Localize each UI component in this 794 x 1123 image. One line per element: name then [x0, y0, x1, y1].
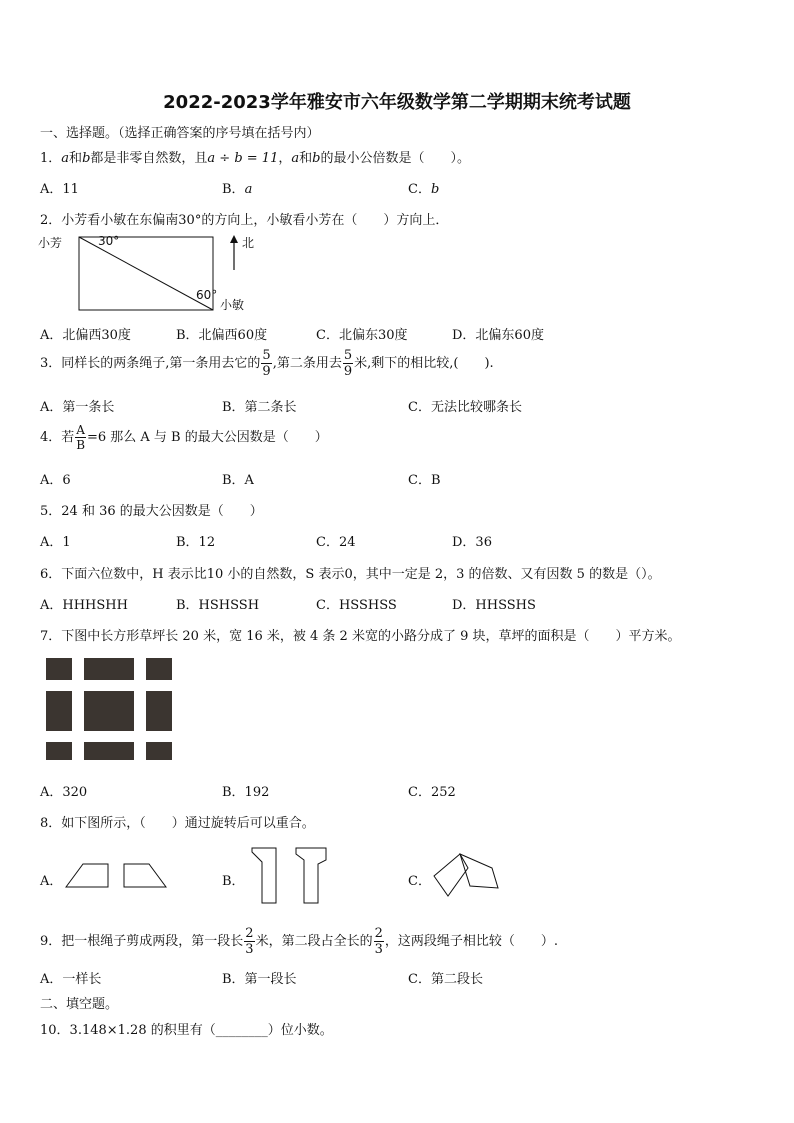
q1-option-b	[222, 178, 252, 197]
q8-option-c: C．	[408, 874, 431, 889]
q2-option-d: D．北偏东60度	[452, 328, 544, 343]
q4-option-b: B．A	[222, 473, 254, 488]
q9-option-b: B．第一段长	[222, 972, 297, 987]
q4-option-c: C．B	[408, 473, 441, 488]
question-5: 5．24 和 36 的最大公因数是（ ）	[40, 504, 263, 519]
path-horizontal-1	[46, 680, 172, 691]
fraction-numerator: 2	[374, 926, 383, 941]
q1-text-5: 的最小公倍数是（ ）。	[320, 151, 470, 166]
question-9	[40, 927, 558, 956]
q5-option-c: C．24	[316, 535, 356, 550]
q2-option-c: C．北偏东30度	[316, 328, 408, 343]
q8-shapes-a-svg	[62, 860, 182, 892]
fraction-numerator: 5	[262, 348, 271, 363]
path-vertical-1	[72, 658, 84, 760]
q5-option-d: D．36	[452, 535, 492, 550]
q6-option-a: A．HHHSHH	[40, 598, 128, 613]
fraction-numerator: 5	[343, 348, 353, 363]
q2-option-a: A．北偏西30度	[40, 328, 131, 343]
fraction-denominator: 3	[374, 942, 383, 957]
q8-option-a: A．	[40, 874, 63, 889]
q3-text-2: ,第二条用去	[272, 356, 342, 371]
question-1	[40, 147, 470, 166]
fraction-a-over-b	[75, 424, 86, 451]
q1-text-3: ，	[278, 151, 292, 166]
north-label: 北	[242, 236, 255, 250]
q8-shapes-b-svg	[246, 846, 336, 906]
lawn-diagram	[46, 658, 172, 760]
var-a-2: a	[291, 151, 300, 166]
question-2: 2．小芳看小敏在东偏南30°的方向上，小敏看小芳在（ ）方向上．	[40, 213, 449, 228]
q2-direction-diagram	[36, 232, 276, 320]
label-xiaomin: 小敏	[220, 298, 245, 312]
q9-text-2: 米，第二段占全长的	[255, 934, 373, 949]
q9-text-1: 9．把一根绳子剪成两段，第一段长	[40, 934, 244, 949]
q4-text-1: 4．若	[40, 430, 75, 445]
fraction-5-9-meters	[343, 349, 353, 378]
path-horizontal-2	[46, 731, 172, 742]
fraction-denominator: 9	[343, 364, 353, 379]
quad-left	[434, 854, 468, 896]
section-heading-choice: 一、选择题。（选择正确答案的序号填在括号内）	[40, 126, 320, 141]
q4-option-a: A．6	[40, 473, 71, 488]
north-arrow-icon	[230, 235, 238, 243]
fraction-numerator: A	[76, 423, 85, 437]
l-shape-left	[252, 848, 276, 903]
trapezoid-right	[124, 864, 166, 887]
question-6: 6．下面六位数中，H 表示比10 小的自然数，S 表示0，其中一定是 2，3 的倍数、又有因数 5 的数是（）。	[40, 567, 661, 582]
question-7: 7．下图中长方形草坪长 20 米，宽 16 米，被 4 条 2 米宽的小路分成了 9 块，草坪的面积是（ ）平方米。	[40, 629, 681, 644]
q1-expression: a ÷ b = 11	[207, 151, 279, 166]
q1-option-c-label: C．	[408, 182, 431, 197]
q3-option-c: C．无法比较哪条长	[408, 400, 522, 415]
question-8: 8．如下图所示，（ ）通过旋转后可以重合。	[40, 816, 315, 831]
q7-option-c: C．252	[408, 785, 456, 800]
q1-option-c	[408, 178, 439, 197]
q3-option-a: A．第一条长	[40, 400, 115, 415]
q9-text-3: ，这两段绳子相比较（ ）.	[384, 934, 558, 949]
q8-shapes-c-svg	[430, 848, 510, 900]
q8-option-b: B．	[222, 874, 245, 889]
fraction-2-3-meters	[244, 927, 254, 956]
q5-option-b: B．12	[176, 535, 216, 550]
question-3	[40, 349, 494, 378]
q9-option-c: C．第二段长	[408, 972, 483, 987]
label-xiaofang: 小芳	[38, 236, 63, 250]
q1-text-4: 和	[299, 151, 313, 166]
q7-option-b: B．192	[222, 785, 270, 800]
l-shape-right	[296, 848, 326, 903]
q1-text-2: 都是非零自然数，且	[90, 151, 208, 166]
q6-option-c: C．HSSHSS	[316, 598, 397, 613]
q1-text-1: 和	[69, 151, 83, 166]
q5-option-a: A．1	[40, 535, 71, 550]
angle-30-label: 30°	[98, 234, 120, 248]
q6-option-d: D．HHSSHS	[452, 598, 536, 613]
page-title: 2022-2023学年雅安市六年级数学第二学期期末统考试题	[163, 92, 631, 113]
fraction-2-3	[374, 927, 384, 956]
path-vertical-2	[134, 658, 146, 760]
question-4	[40, 424, 328, 451]
angle-60-label: 60°	[196, 288, 218, 302]
q3-text-3: 米,剩下的相比较,( ).	[354, 356, 494, 371]
quad-right	[460, 854, 498, 888]
q8-shapes-b	[246, 846, 336, 906]
trapezoid-left	[66, 864, 108, 887]
q4-text-2: =6 那么 A 与 B 的最大公因数是（ ）	[86, 430, 328, 445]
q1-option-c-var: b	[430, 182, 440, 197]
section-heading-fill: 二、填空题。	[40, 997, 119, 1012]
q1-option-b-var: a	[244, 182, 253, 197]
q1-number: 1．	[40, 151, 62, 166]
var-a: a	[61, 151, 70, 166]
q3-text-1: 3．同样长的两条绳子,第一条用去它的	[40, 356, 261, 371]
fraction-denominator: B	[76, 438, 86, 452]
lawn-svg	[46, 658, 172, 760]
q9-option-a: A．一样长	[40, 972, 102, 987]
fraction-5-9	[261, 349, 271, 378]
fraction-numerator: 2	[245, 926, 254, 941]
q6-option-b: B．HSHSSH	[176, 598, 260, 613]
fraction-denominator: 9	[262, 364, 271, 379]
q1-option-b-label: B．	[222, 182, 245, 197]
question-10: 10．3.148×1.28 的积里有（________）位小数。	[40, 1023, 333, 1038]
var-b: b	[82, 151, 91, 166]
q2-option-b: B．北偏西60度	[176, 328, 268, 343]
fraction-denominator: 3	[245, 942, 254, 957]
var-b-2: b	[312, 151, 321, 166]
q8-shapes-c	[430, 848, 510, 900]
q7-option-a: A．320	[40, 785, 88, 800]
q8-shapes-a	[62, 860, 182, 892]
q1-option-a: A．11	[40, 182, 79, 197]
lawn-rectangle	[46, 658, 172, 760]
q3-option-b: B．第二条长	[222, 400, 297, 415]
